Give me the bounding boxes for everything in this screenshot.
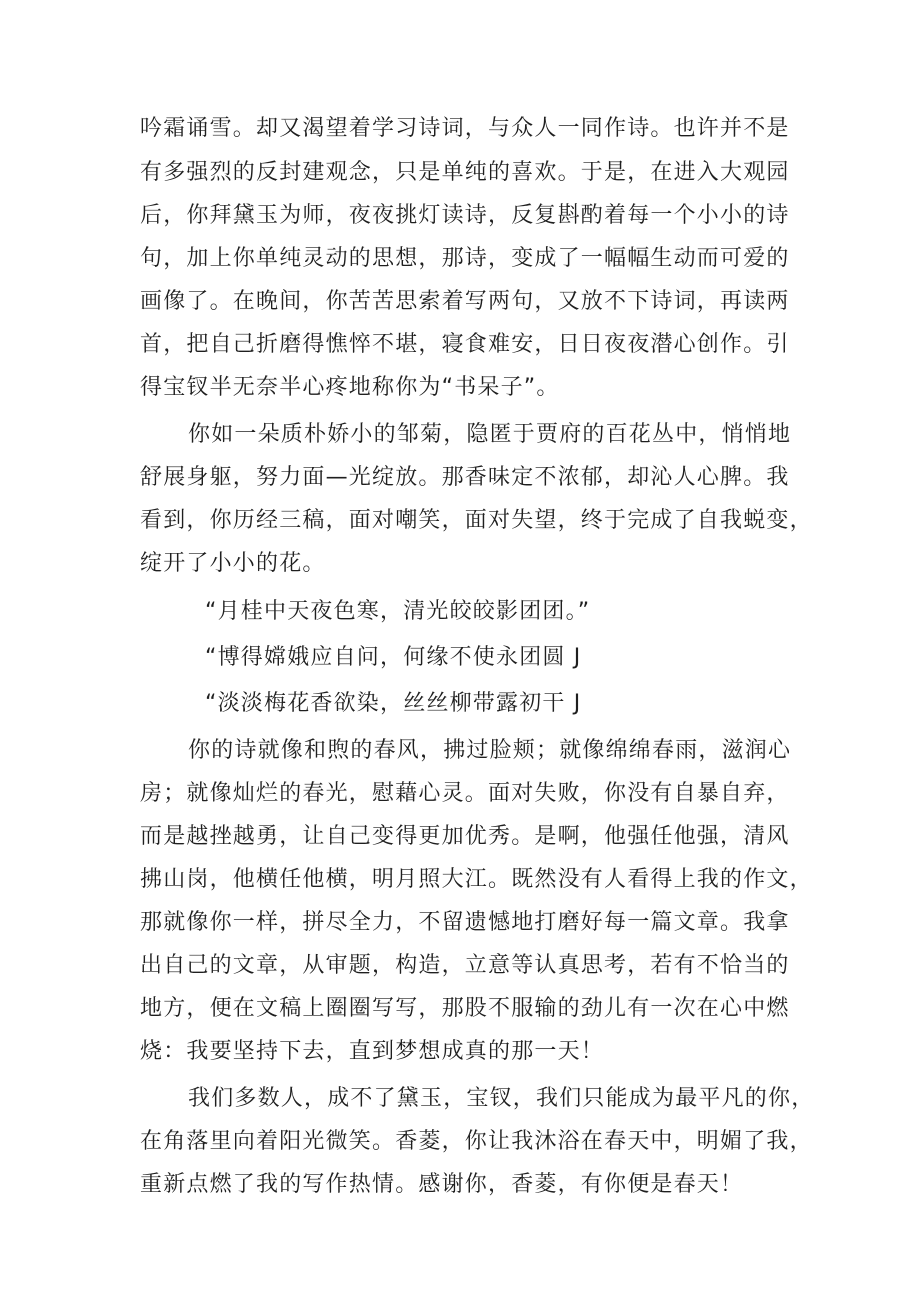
text-line: 句，加上你单纯灵动的思想，那诗，变成了一幅幅生动而可爱的	[140, 246, 790, 271]
poem-line: “淡淡梅花香欲染，丝丝柳带露初干 J	[205, 691, 582, 716]
text-line: 看到，你历经三稿，面对嘲笑，面对失望，终于完成了自我蜕变，	[140, 508, 813, 533]
text-line: 你如一朵质朴娇小的邹菊，隐匿于贾府的百花丛中，悄悄地	[188, 422, 792, 447]
text-line: 绽开了小小的花。	[140, 551, 326, 576]
text-line: 那就像你一样，拼尽全力，不留遗憾地打磨好每一篇文章。我拿	[140, 910, 790, 935]
text-line: 房；就像灿烂的春光，慰藉心灵。面对失败，你没有自暴自弃，	[140, 781, 790, 806]
text-line: 画像了。在晚间，你苦苦思索着写两句，又放不下诗词，再读两	[140, 289, 790, 314]
text-line: 重新点燃了我的写作热情。感谢你，香菱，有你便是春天！	[140, 1172, 744, 1197]
text-line: 地方，便在文稿上圈圈写写，那股不服输的劲儿有一次在心中燃	[140, 996, 790, 1021]
text-line: 得宝钗半无奈半心疼地称你为“书呆子”。	[140, 375, 560, 400]
text-line: 在角落里向着阳光微笑。香菱，你让我沐浴在春天中，明媚了我，	[140, 1129, 813, 1154]
text-line: 烧：我要坚持下去，直到梦想成真的那一天！	[140, 1039, 605, 1064]
poem-line: “月桂中天夜色寒，清光皎皎影团团。”	[205, 599, 591, 624]
text-line: 吟霜诵雪。却又渴望着学习诗词，与众人一同作诗。也许并不是	[140, 116, 790, 141]
text-line: 拂山岗，他横任他横，明月照大江。既然没有人看得上我的作文，	[140, 867, 813, 892]
text-line: 你的诗就像和煦的春风，拂过脸颊；就像绵绵春雨，滋润心	[188, 738, 792, 763]
text-line: 而是越挫越勇，让自己变得更加优秀。是啊，他强任他强，清风	[140, 824, 790, 849]
text-line: 我们多数人，成不了黛玉，宝钗，我们只能成为最平凡的你，	[188, 1086, 815, 1111]
text-line: 有多强烈的反封建观念，只是单纯的喜欢。于是，在进入大观园	[140, 160, 790, 185]
text-line: 后，你拜黛玉为师，夜夜挑灯读诗，反复斟酌着每一个小小的诗	[140, 203, 790, 228]
poem-line: “博得嫦娥应自问，何缘不使永团圆 J	[205, 645, 582, 670]
text-line: 首，把自己折磨得憔悴不堪，寝食难安，日日夜夜潜心创作。引	[140, 332, 790, 357]
text-line: 舒展身躯，努力面—光绽放。那香味定不浓郁，却沁人心脾。我	[140, 465, 790, 490]
text-line: 出自己的文章，从审题，构造，立意等认真思考，若有不恰当的	[140, 953, 790, 978]
